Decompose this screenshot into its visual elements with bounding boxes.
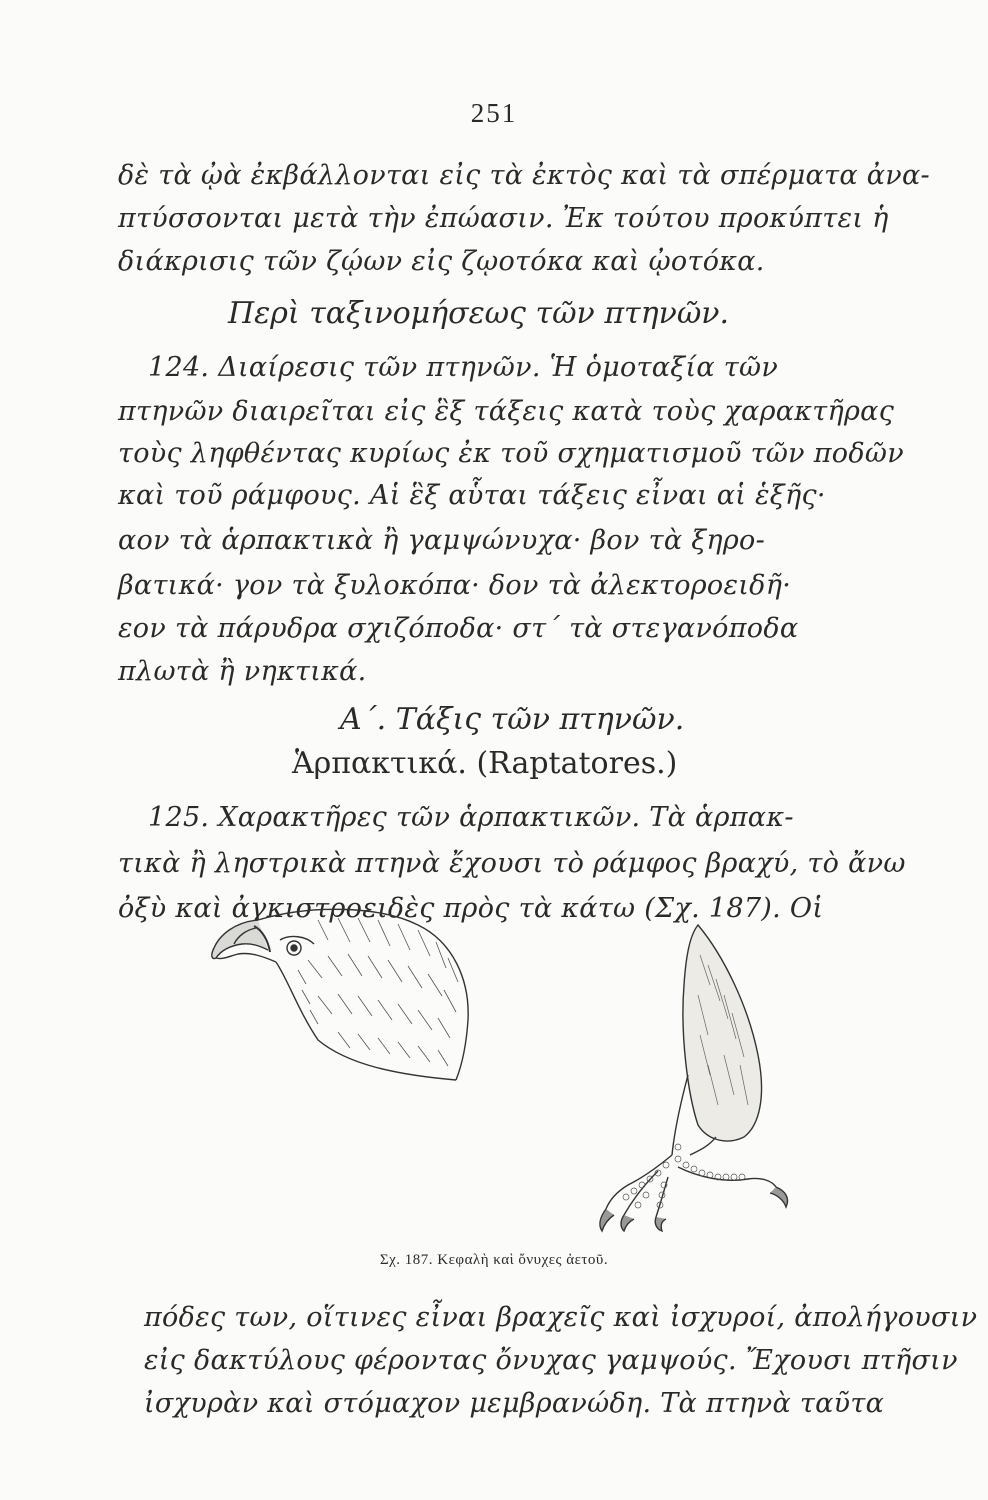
intro-line-1: δὲ τὰ ᾠὰ ἐκβάλλονται εἰς τὰ ἐκτὸς καὶ τὰ σπέρματα ἀνα- bbox=[118, 160, 930, 191]
para-125-line-2: τικὰ ἢ ληστρικὰ πτηνὰ ἔχουσι τὸ ράμφος βραχύ, τὸ ἄνω bbox=[118, 848, 906, 879]
section-heading: Περὶ ταξινομήσεως τῶν πτηνῶν. bbox=[228, 296, 730, 331]
eagle-talons-illustration bbox=[548, 915, 798, 1235]
intro-line-2: πτύσσονται μετὰ τὴν ἐπώασιν. Ἐκ τούτου προκύπτει ἡ bbox=[118, 203, 889, 234]
para-124-line-5: αον τὰ ἁρπακτικὰ ἢ γαμψώνυχα· βον τὰ ξηρο- bbox=[118, 525, 766, 556]
order-heading: Α´. Τάξις τῶν πτηνῶν. bbox=[340, 702, 685, 737]
para-125-line-3: ὀξὺ καὶ ἀγκιστροειδὲς πρὸς τὰ κάτω (Σχ. 187). Οἱ bbox=[118, 893, 824, 924]
para-124-line-6: βατικά· γον τὰ ξυλοκόπα· δον τὰ ἀλεκτοροειδῆ· bbox=[118, 570, 792, 601]
para-124-line-7: εον τὰ πάρυδρα σχιζόποδα· στ´ τὰ στεγανόποδα bbox=[118, 613, 799, 644]
page-number: 251 bbox=[470, 98, 518, 128]
para-124-line-8: πλωτὰ ἢ νηκτικά. bbox=[118, 656, 367, 687]
intro-line-3: διάκρισις τῶν ζῴων εἰς ζῳοτόκα καὶ ᾠοτόκα. bbox=[118, 246, 765, 277]
closing-line-3: ἰσχυρὰν καὶ στόμαχον μεμβρανώδη. Τὰ πτηνὰ ταῦτα bbox=[144, 1388, 885, 1419]
figure-caption: Σχ. 187. Κεφαλὴ καὶ ὄνυχες ἀετοῦ. bbox=[379, 1252, 609, 1268]
para-125-line-1: 125. Χαρακτῆρες τῶν ἁρπακτικῶν. Τὰ ἁρπακ- bbox=[148, 802, 794, 833]
para-124-line-1: 124. Διαίρεσις τῶν πτηνῶν. Ἡ ὁμοταξία τῶν bbox=[148, 352, 779, 383]
para-124-line-3: τοὺς ληφθέντας κυρίως ἐκ τοῦ σχηματισμοῦ τῶν ποδῶν bbox=[118, 438, 904, 469]
closing-line-2: εἰς δακτύλους φέροντας ὄνυχας γαμψούς. Ἔχουσι πτῆσιν bbox=[144, 1345, 958, 1376]
para-124-line-2: πτηνῶν διαιρεῖται εἰς ἓξ τάξεις κατὰ τοὺς χαρακτῆρας bbox=[118, 396, 895, 427]
eagle-head-illustration bbox=[198, 900, 498, 1090]
order-subheading: Ἁρπακτικά. (Raptatores.) bbox=[292, 746, 678, 781]
para-124-line-4: καὶ τοῦ ράμφους. Αἱ ἓξ αὗται τάξεις εἶναι αἱ ἑξῆς· bbox=[118, 480, 826, 511]
closing-line-1: πόδες των, οἵτινες εἶναι βραχεῖς καὶ ἰσχυροί, ἀπολήγουσιν bbox=[144, 1302, 978, 1333]
